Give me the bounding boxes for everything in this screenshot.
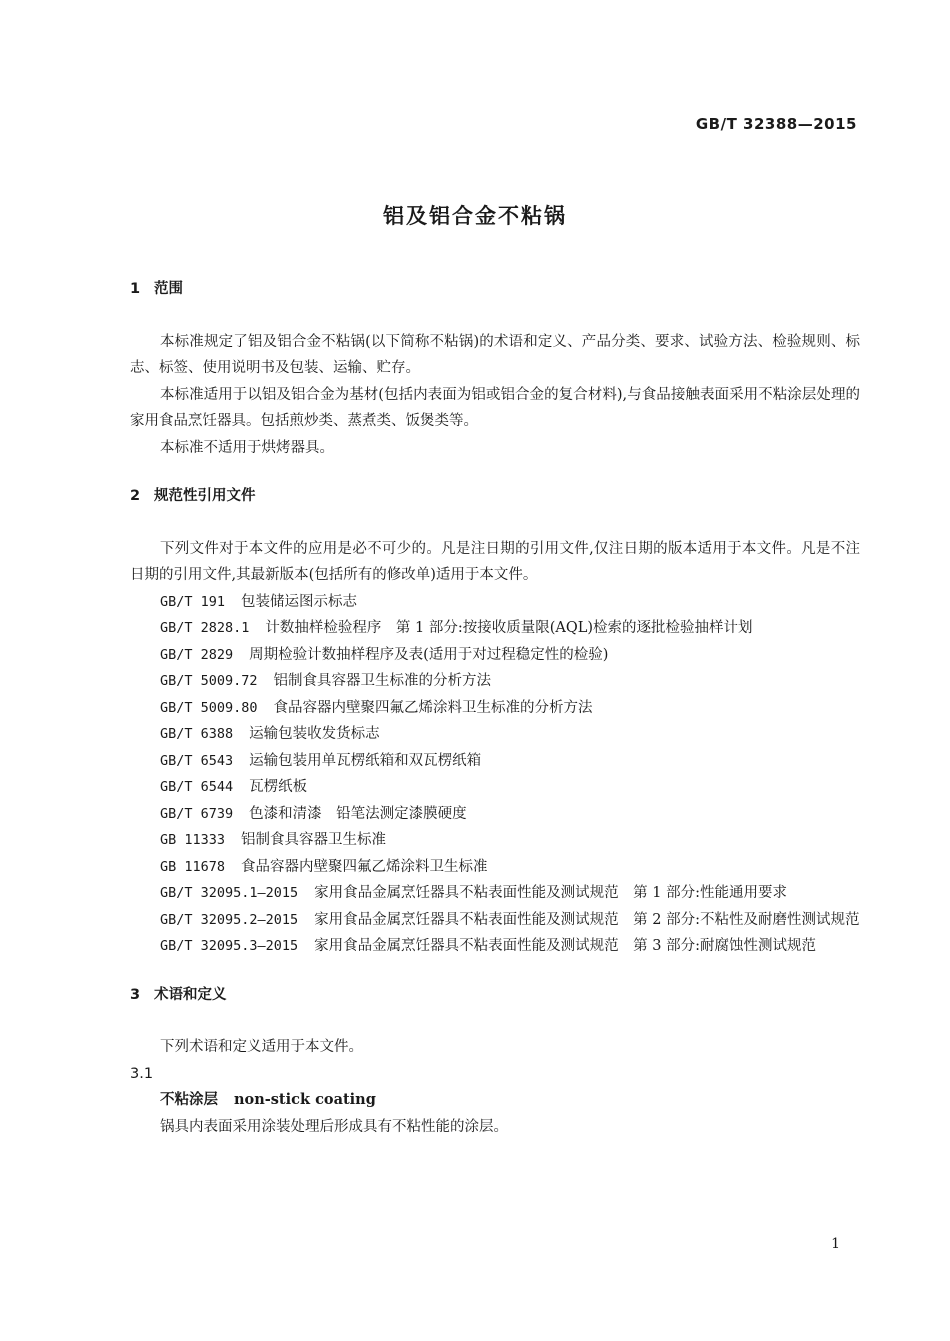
scope-paragraph: 本标准适用于以铝及铝合金为基材(包括内表面为铝或铝合金的复合材料),与食品接触表面采用不粘涂层处理的家用食品烹饪器具。包括煎炒类、蒸煮类、饭煲类等。 [130, 386, 860, 429]
reference-title: 家用食品金属烹饪器具不粘表面性能及测试规范 第 2 部分:不粘性及耐磨性测试规范 [314, 911, 860, 928]
reference-item [130, 668, 860, 695]
reference-code: GB/T 32095.3—2015 [160, 938, 299, 954]
reference-item [130, 907, 860, 934]
reference-item [130, 933, 860, 960]
reference-title: 食品容器内壁聚四氟乙烯涂料卫生标准 [241, 858, 488, 875]
reference-title: 食品容器内壁聚四氟乙烯涂料卫生标准的分析方法 [273, 699, 593, 716]
reference-code: GB/T 6388 [160, 726, 234, 742]
term-name [130, 1087, 860, 1114]
reference-code: GB 11333 [160, 832, 226, 848]
reference-item [130, 801, 860, 828]
reference-item [130, 827, 860, 854]
reference-code: GB/T 191 [160, 593, 226, 610]
reference-item [130, 589, 860, 616]
section-1-heading [130, 276, 860, 303]
reference-title: 包装储运图示标志 [241, 593, 358, 610]
reference-code: GB/T 6543 [160, 752, 234, 769]
section-3-heading [130, 982, 860, 1009]
term-name-en: non-stick coating [234, 1091, 376, 1108]
reference-item [130, 748, 860, 775]
reference-list [130, 589, 860, 960]
reference-item [130, 615, 860, 642]
document-body [130, 276, 860, 1140]
reference-code: GB/T 2828.1 [160, 620, 250, 636]
reference-title: 周期检验计数抽样程序及表(适用于对过程稳定性的检验) [249, 646, 609, 663]
reference-code: GB 11678 [160, 858, 226, 875]
reference-title: 运输包装收发货标志 [249, 726, 380, 742]
reference-title: 计数抽样检验程序 第 1 部分:按接收质量限(AQL)检索的逐批检验抽样计划 [265, 620, 753, 636]
term-name-cn: 不粘涂层 [160, 1091, 218, 1108]
reference-title: 铝制食具容器卫生标准的分析方法 [273, 673, 492, 689]
section-2-heading [130, 483, 860, 510]
reference-item [130, 695, 860, 722]
standard-code: GB/T 32388—2015 [695, 115, 857, 133]
reference-code: GB/T 2829 [160, 646, 234, 663]
reference-title: 瓦楞纸板 [249, 779, 308, 795]
reference-code: GB/T 32095.1—2015 [160, 885, 299, 901]
references-intro: 下列文件对于本文件的应用是必不可少的。凡是注日期的引用文件,仅注日期的版本适用于本文件。凡是不注日期的引用文件,其最新版本(包括所有的修改单)适用于本文件。 [130, 540, 860, 583]
reference-title: 家用食品金属烹饪器具不粘表面性能及测试规范 第 1 部分:性能通用要求 [314, 885, 787, 901]
reference-code: GB/T 32095.2—2015 [160, 911, 299, 928]
reference-item [130, 880, 860, 907]
section-title: 规范性引用文件 [154, 488, 256, 504]
scope-paragraph: 本标准规定了铝及铝合金不粘锅(以下简称不粘锅)的术语和定义、产品分类、要求、试验方法、检验规则、标志、标签、使用说明书及包装、运输、贮存。 [130, 333, 860, 376]
reference-code: GB/T 5009.72 [160, 673, 258, 689]
reference-code: GB/T 5009.80 [160, 699, 258, 716]
section-number: 2 [130, 488, 141, 504]
reference-title: 铝制食具容器卫生标准 [241, 832, 387, 848]
section-title: 术语和定义 [154, 986, 227, 1003]
document-title: 铝及铝合金不粘锅 [383, 204, 567, 228]
section-number: 1 [130, 281, 141, 297]
reference-item [130, 854, 860, 881]
term-definition: 锅具内表面采用涂装处理后形成具有不粘性能的涂层。 [160, 1118, 508, 1135]
scope-paragraph: 本标准不适用于烘烤器具。 [160, 439, 334, 456]
reference-item [130, 642, 860, 669]
reference-code: GB/T 6739 [160, 805, 234, 822]
terms-intro: 下列术语和定义适用于本文件。 [160, 1039, 363, 1055]
reference-title: 家用食品金属烹饪器具不粘表面性能及测试规范 第 3 部分:耐腐蚀性测试规范 [314, 938, 816, 954]
reference-item [130, 721, 860, 748]
reference-title: 运输包装用单瓦楞纸箱和双瓦楞纸箱 [249, 752, 482, 769]
section-number: 3 [130, 986, 141, 1003]
reference-code: GB/T 6544 [160, 779, 234, 795]
page-number: 1 [831, 1236, 840, 1252]
reference-title: 色漆和清漆 铅笔法测定漆膜硬度 [249, 805, 467, 822]
reference-item [130, 774, 860, 801]
section-title: 范围 [154, 281, 183, 297]
term-number: 3.1 [130, 1065, 154, 1082]
